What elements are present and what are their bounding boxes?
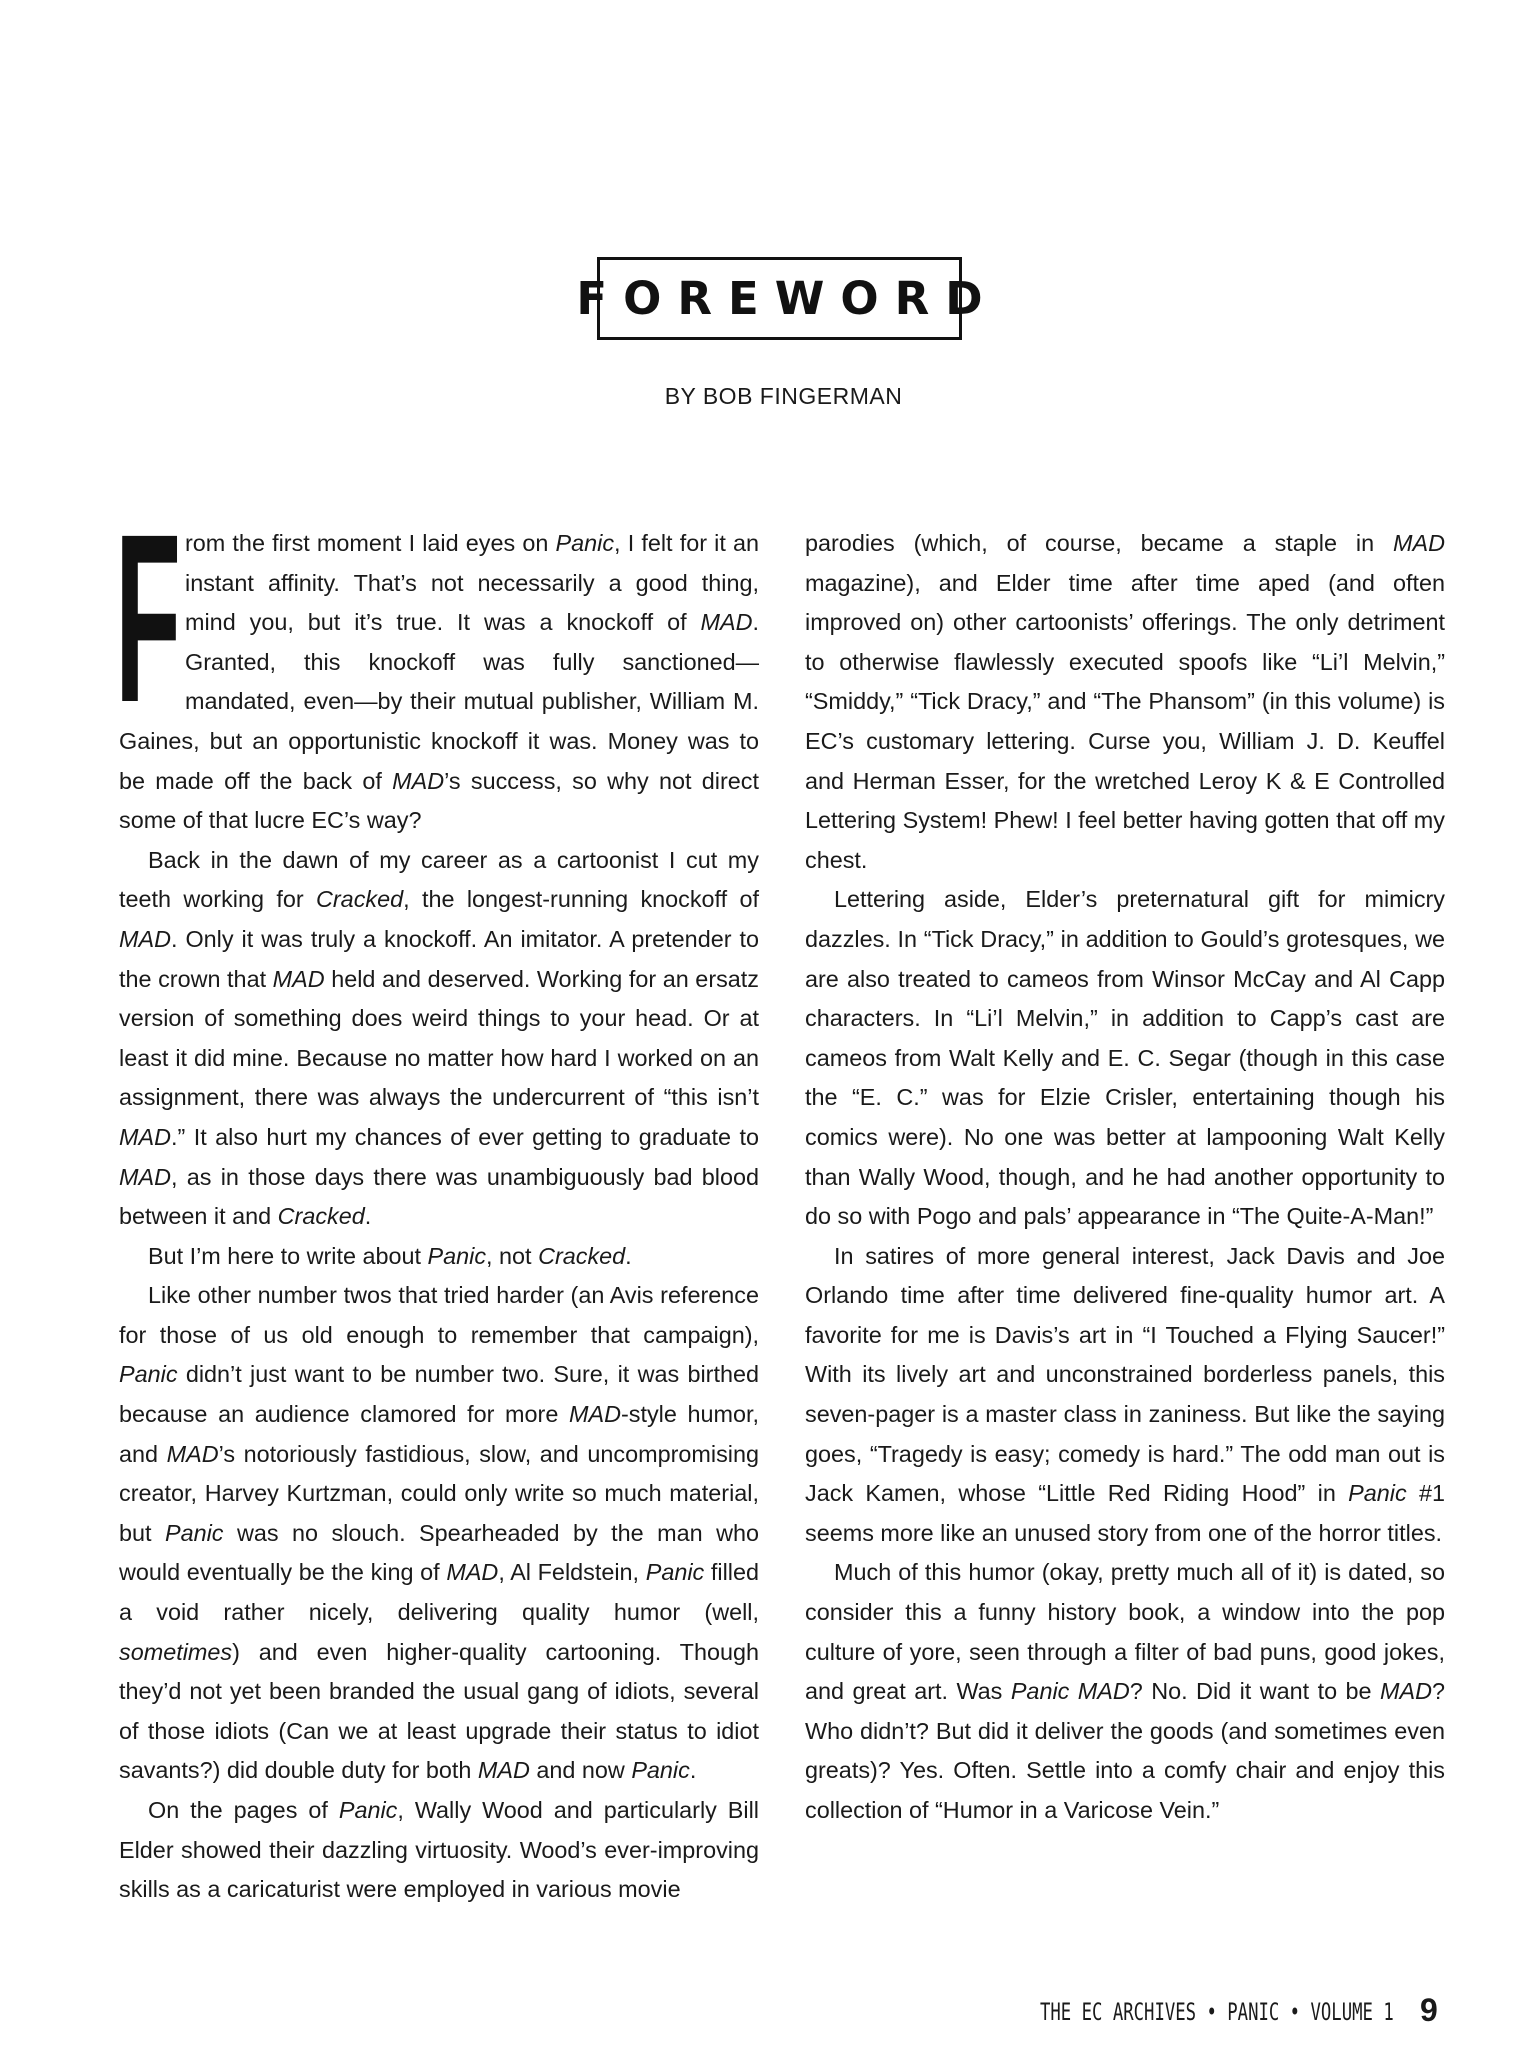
paragraph: Like other number twos that tried harder (an Avis reference for those of us old enough to remember that campaign), Panic didn’t just want to be number two. Sure, it was birthed because an audience clamored for more MAD-style humor, and MAD’s notoriously fastidious, slow, and uncompromising creator, Harvey Kurtzman, could only write so much material, but Panic was no slouch. Spearheaded by the man who would eventually be the king of MAD, Al Feldstein, Panic filled a void rather nicely, delivering quality humor (well, sometimes) and even higher-quality cartooning. Though they’d not yet been branded the usual gang of idiots, several of those idiots (Can we at least upgrade their status to idiot savants?) did double duty for both MAD and now Panic.	[119, 1282, 759, 1784]
paragraph: In satires of more general interest, Jack Davis and Joe Orlando time after time delivered fine-quality humor art. A favorite for me is Davis’s art in “I Touched a Flying Saucer!” With its lively art and unconstrained borderless panels, this seven-pager is a master class in zaniness. But like the saying goes, “Tragedy is easy; comedy is hard.” The odd man out is Jack Kamen, whose “Little Red Riding Hood” in Panic #1 seems more like an unused story from one of the horror titles.	[805, 1242, 1445, 1546]
paragraph: Lettering aside, Elder’s preternatural gift for mimicry dazzles. In “Tick Dracy,” in addition to Gould’s grotesques, we are also treated to cameos from Winsor McCay and Al Capp characters. In “Li’l Melvin,” in addition to Capp’s cast are cameos from Walt Kelly and E. C. Segar (though in this case the “E. C.” was for Elzie Crisler, entertaining though his comics were). No one was better at lampooning Walt Kelly than Wally Wood, though, and he had another opportunity to do so with Pogo and pals’ appearance in “The Quite-A-Man!”	[805, 886, 1445, 1230]
page-footer	[1040, 1992, 1440, 2032]
left-column	[115, 484, 760, 1910]
paragraph: From the first moment I laid eyes on Panic, I felt for it an instant affinity. That’s not necessarily a good thing, mind you, but it’s true. It was a knockoff of MAD. Granted, this knockoff was fully sanctioned—mandated, even—by their mutual publisher, William M. Gaines, but an opportunistic knockoff it was. Money was to be made off the back of MAD’s success, so why not direct some of that lucre EC’s way?	[115, 484, 760, 834]
paragraph: On the pages of Panic, Wally Wood and particularly Bill Elder showed their dazzling virtuosity. Wood’s ever-improving skills as a caricaturist were employed in various movie	[119, 1797, 760, 1903]
right-column	[805, 524, 1445, 1831]
page-number: 9	[1420, 1992, 1438, 2028]
drop-cap: F	[115, 484, 181, 752]
byline	[0, 383, 1533, 410]
page-title: FOREWORD	[576, 272, 999, 325]
byline-text: BY BOB FINGERMAN	[664, 383, 903, 409]
title-box	[576, 257, 999, 340]
paragraph: parodies (which, of course, became a staple in MAD magazine), and Elder time after time aped (and often improved on) other cartoonists’ offerings. The only detriment to otherwise flawlessly executed spoofs like “Li’l Melvin,” “Smiddy,” “Tick Dracy,” and “The Phansom” (in this volume) is EC’s customary lettering. Curse you, William J. D. Keuffel and Herman Esser, for the wretched Leroy K & E Controlled Lettering System! Phew! I feel better having gotten that off my chest.	[805, 530, 1445, 873]
paragraph: But I’m here to write about Panic, not Cracked.	[148, 1242, 632, 1269]
paragraph: Back in the dawn of my career as a cartoonist I cut my teeth working for Cracked, the longest-running knockoff of MAD. Only it was truly a knockoff. An imitator. A pretender to the crown that MAD held and deserved. Working for an ersatz version of something does weird things to your head. Or at least it did mine. Because no matter how hard I worked on an assignment, there was always the undercurrent of “this isn’t MAD.” It also hurt my chances of ever getting to graduate to MAD, as in those days there was unambiguously bad blood between it and Cracked.	[119, 846, 760, 1230]
series-title: THE EC ARCHIVES • PANIC • VOLUME 1	[1040, 1998, 1394, 2026]
paragraph: Much of this humor (okay, pretty much all of it) is dated, so consider this a funny history book, a window into the pop culture of yore, seen through a filter of bad puns, good jokes, and great art. Was Panic MAD? No. Did it want to be MAD? Who didn’t? But did it deliver the goods (and sometimes even greats)? Yes. Often. Settle into a comfy chair and enjoy this collection of “Humor in a Varicose Vein.”	[805, 1559, 1445, 1823]
